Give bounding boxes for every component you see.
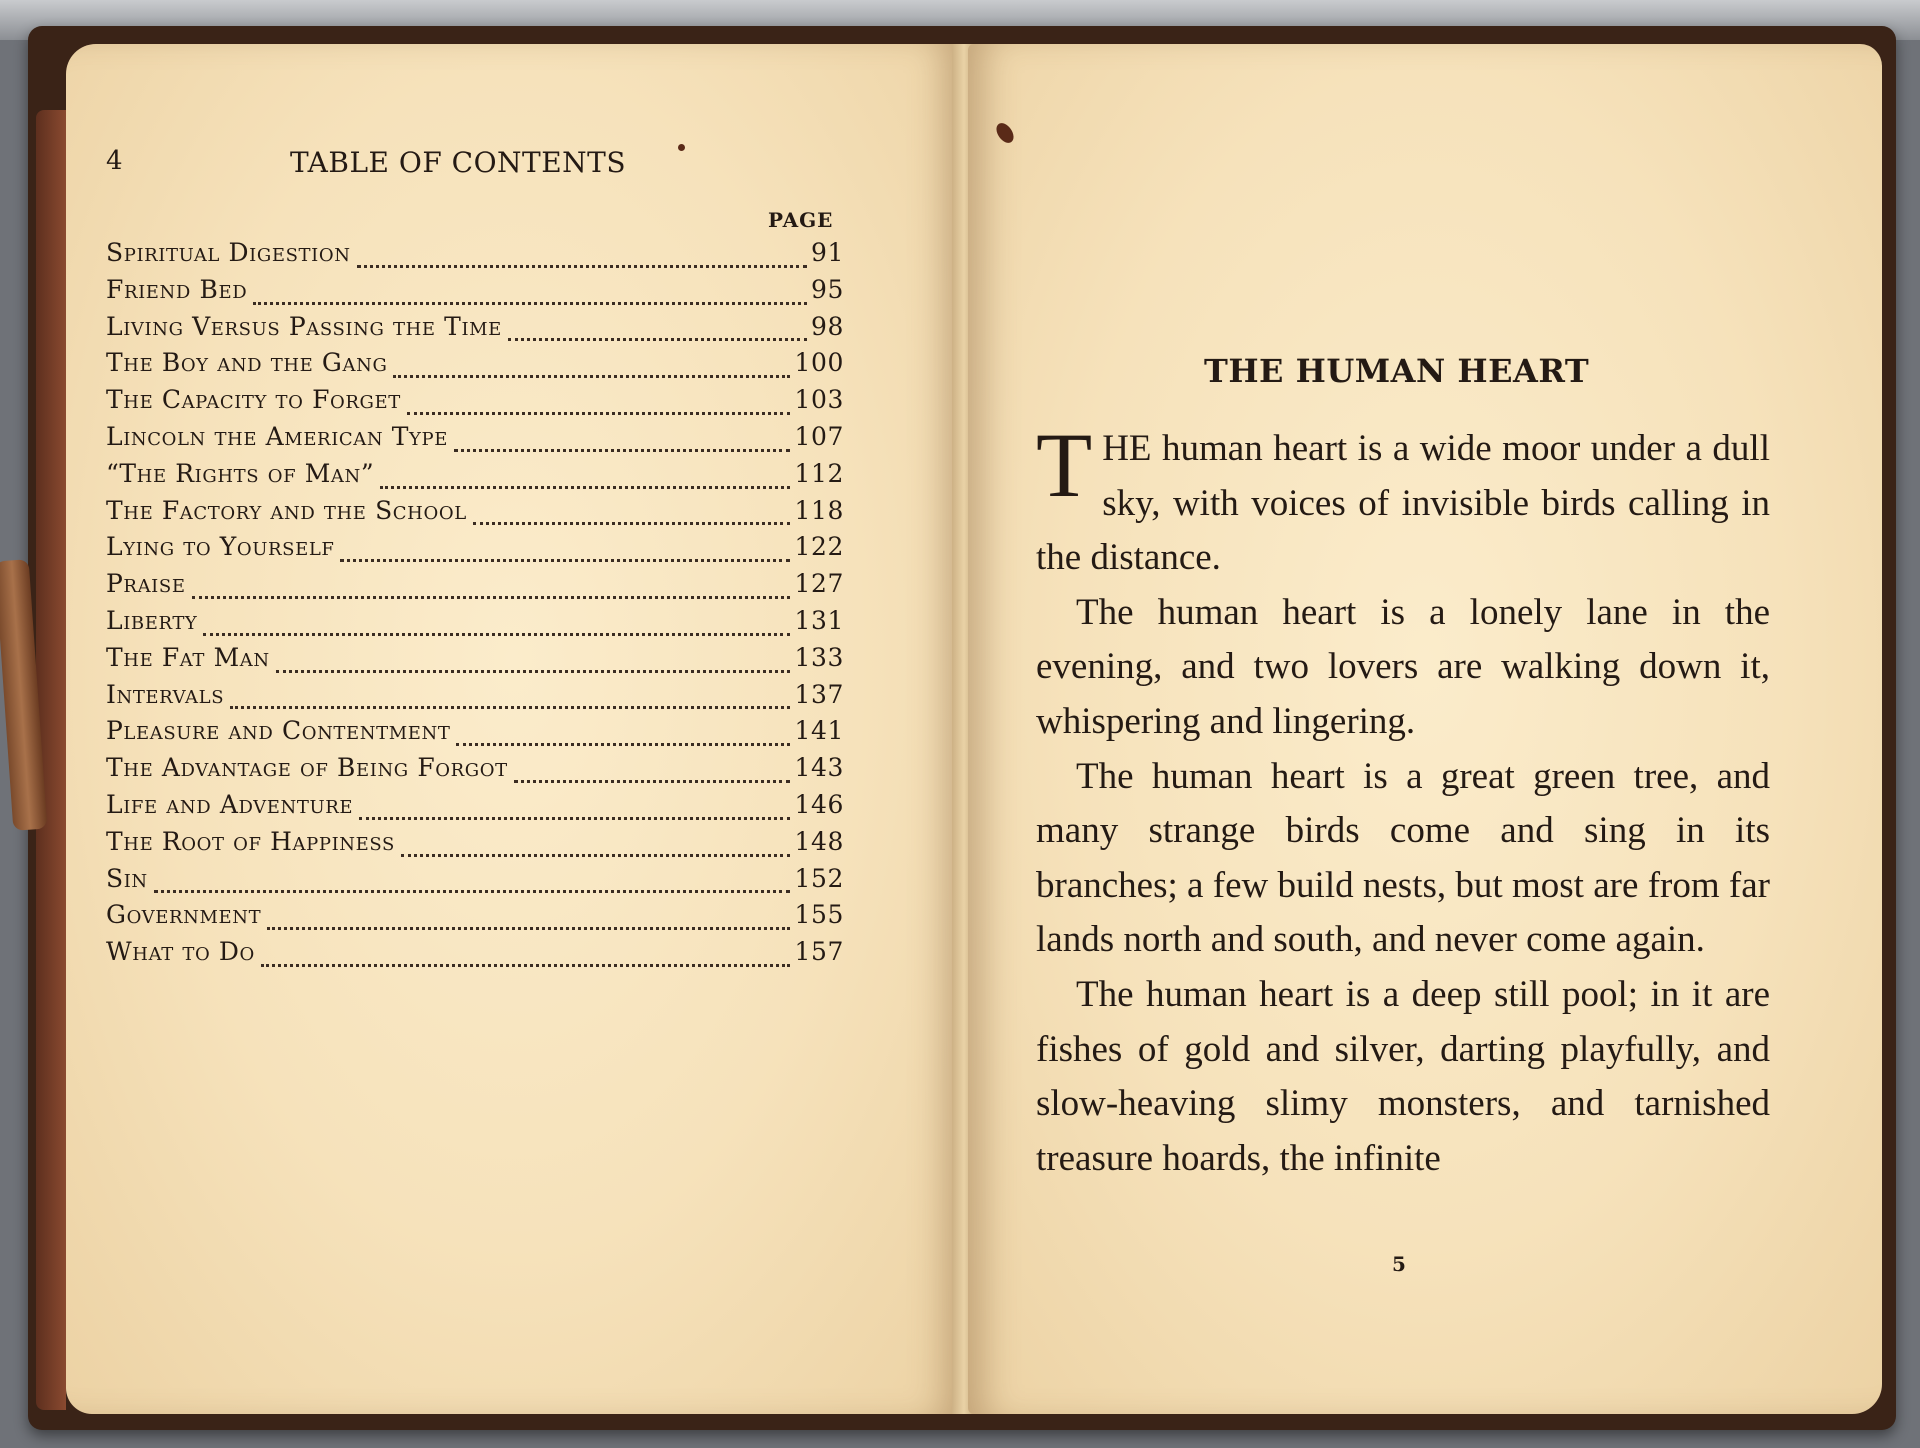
toc-title: The Factory and the School xyxy=(106,495,467,525)
toc-page: 118 xyxy=(794,495,844,525)
toc-page: 100 xyxy=(794,348,844,378)
dot-leader xyxy=(267,927,790,930)
dot-leader xyxy=(473,522,791,525)
toc-entry xyxy=(106,716,844,753)
dot-leader xyxy=(407,412,791,415)
chapter-body xyxy=(1036,414,1770,1186)
toc-page: 122 xyxy=(794,532,844,562)
toc-entry xyxy=(106,496,844,533)
paragraph-text: HE human heart is a wide moor under a dull sky, with voices of invisible birds calling in the distance. xyxy=(1036,428,1770,579)
toc-title: Intervals xyxy=(106,679,225,709)
dot-leader xyxy=(192,596,791,599)
toc-entry xyxy=(106,864,844,901)
toc-title: Lincoln the American Type xyxy=(106,421,448,451)
toc-entry xyxy=(106,680,844,717)
dot-leader xyxy=(253,302,807,305)
toc-entry xyxy=(106,238,844,275)
toc-entry xyxy=(106,422,844,459)
running-title: TABLE OF CONTENTS xyxy=(290,146,627,179)
dot-leader xyxy=(357,265,807,268)
toc-entry xyxy=(106,569,844,606)
toc-page: 112 xyxy=(794,458,844,488)
toc-title: The Capacity to Forget xyxy=(106,385,401,415)
toc-title: Government xyxy=(106,900,262,930)
toc-entry xyxy=(106,312,844,349)
toc-title: Pleasure and Contentment xyxy=(106,716,451,746)
dot-leader xyxy=(454,449,790,452)
toc-title: Living Versus Passing the Time xyxy=(106,311,502,341)
toc-page: 155 xyxy=(794,900,844,930)
dot-leader xyxy=(340,559,790,562)
toc-title: Spiritual Digestion xyxy=(106,238,351,267)
chapter-heading: THE HUMAN HEART xyxy=(1204,352,1590,390)
body-paragraph: The human heart is a lonely lane in the evening, and two lovers are walking down it, whispering and lingering. xyxy=(1036,591,1770,742)
dot-leader xyxy=(380,486,790,489)
toc-title: The Advantage of Being Forgot xyxy=(106,753,508,783)
toc-title: Praise xyxy=(106,569,186,599)
dot-leader xyxy=(230,706,790,709)
page-column-label: PAGE xyxy=(768,208,834,232)
dot-leader xyxy=(276,670,791,673)
dot-leader xyxy=(401,854,791,857)
toc-title: Sin xyxy=(106,863,148,893)
toc-page: 148 xyxy=(794,826,844,856)
toc-title: “The Rights of Man” xyxy=(106,458,375,488)
toc-entry xyxy=(106,790,844,827)
right-page-number: 5 xyxy=(1392,1252,1406,1276)
dot-leader xyxy=(508,338,807,341)
drop-cap: T xyxy=(1036,414,1093,516)
table-of-contents xyxy=(106,238,844,974)
dot-leader xyxy=(456,743,790,746)
ink-speck xyxy=(678,144,685,151)
toc-title: Life and Adventure xyxy=(106,789,354,819)
toc-title: The Root of Happiness xyxy=(106,826,395,856)
toc-page: 143 xyxy=(794,753,844,783)
toc-entry xyxy=(106,643,844,680)
toc-page: 152 xyxy=(794,863,844,893)
body-paragraph: The human heart is a great green tree, and many strange birds come and sing in its branches; a few build nests, but most are from far lands north and south, and never come again. xyxy=(1036,755,1770,961)
toc-page: 133 xyxy=(794,642,844,672)
toc-entry xyxy=(106,275,844,312)
toc-page: 98 xyxy=(810,311,844,341)
toc-page: 91 xyxy=(810,238,844,267)
toc-entry xyxy=(106,827,844,864)
toc-entry xyxy=(106,459,844,496)
toc-page: 146 xyxy=(794,789,844,819)
toc-page: 103 xyxy=(794,385,844,415)
toc-entry xyxy=(106,937,844,974)
toc-title: Liberty xyxy=(106,605,198,635)
toc-page: 127 xyxy=(794,569,844,599)
toc-title: The Boy and the Gang xyxy=(106,348,388,378)
toc-title: Friend Bed xyxy=(106,274,248,304)
toc-page: 141 xyxy=(794,716,844,746)
body-paragraph xyxy=(1036,414,1770,586)
toc-page: 137 xyxy=(794,679,844,709)
body-paragraph: The human heart is a deep still pool; in it are fishes of gold and silver, darting playfully, and slow-heaving slimy monsters, and tarnished treasure hoards, the infinite xyxy=(1036,973,1770,1179)
dot-leader xyxy=(261,964,791,967)
toc-entry xyxy=(106,348,844,385)
toc-page: 95 xyxy=(810,274,844,304)
dot-leader xyxy=(154,890,791,893)
dot-leader xyxy=(514,780,791,783)
toc-page: 157 xyxy=(794,937,844,967)
toc-title: Lying to Yourself xyxy=(106,532,335,562)
toc-title: What to Do xyxy=(106,937,255,967)
toc-page: 107 xyxy=(794,421,844,451)
dot-leader xyxy=(359,817,790,820)
left-page-number: 4 xyxy=(106,146,123,176)
dot-leader xyxy=(393,375,790,378)
toc-entry xyxy=(106,385,844,422)
toc-title: The Fat Man xyxy=(106,642,270,672)
dot-leader xyxy=(203,633,790,636)
toc-entry xyxy=(106,532,844,569)
toc-page: 131 xyxy=(794,605,844,635)
toc-entry xyxy=(106,753,844,790)
ink-blot xyxy=(993,120,1017,146)
toc-entry xyxy=(106,606,844,643)
toc-entry xyxy=(106,900,844,937)
